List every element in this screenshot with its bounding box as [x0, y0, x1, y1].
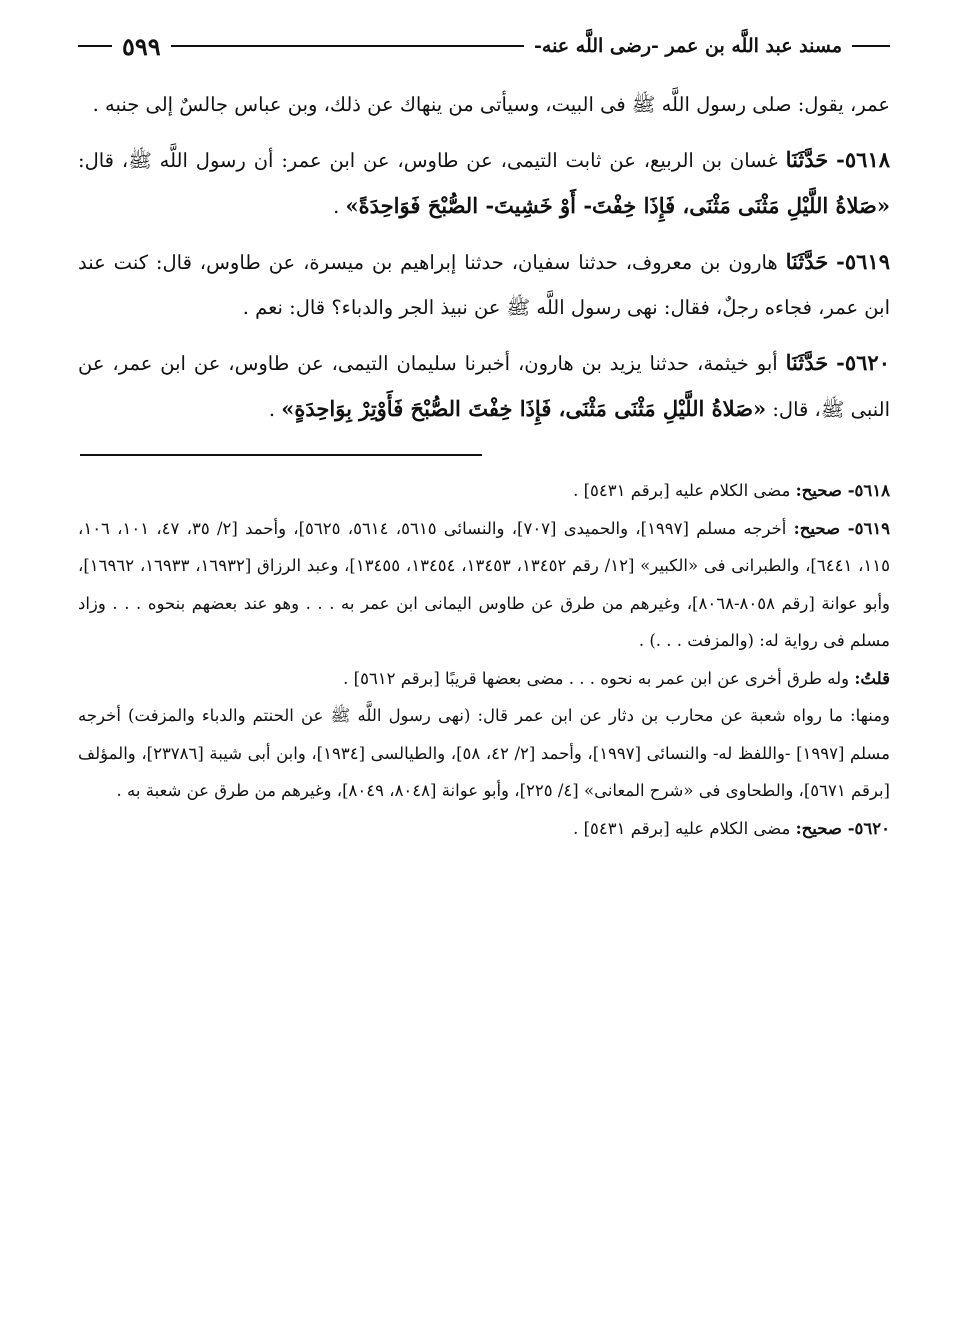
header-dash-left	[78, 45, 112, 47]
hadith-matn: «صَلاةُ اللَّيْلِ مَثْنَى مَثْنَى، فَإِذَا خِفْتَ- أَوْ خَشِيتَ- الصُّبْحَ فَوَاحِدَةً»	[345, 193, 890, 218]
header-rule	[171, 45, 524, 47]
hadith-number: ٥٦١٨-	[836, 147, 891, 172]
footnotes	[78, 472, 890, 847]
footnote-other-routes	[78, 697, 890, 810]
page-number: ٥٩٩	[122, 31, 161, 61]
hadith-lead: حَدَّثَنَا	[785, 350, 829, 375]
book-page	[78, 28, 890, 847]
hadith-5620	[78, 340, 890, 432]
footnote-label: قلتُ:	[854, 668, 890, 688]
page-header	[78, 28, 890, 64]
hadith-text: هارون بن معروف، حدثنا سفيان، حدثنا إبراهيم بن ميسرة، عن طاوس، قال: كنت عند ابن عمر، فجاءه رجلٌ، فقال: نهى رسول اللَّه ﷺ عن نبيذ الجر والدباء؟ قال: نعم .	[78, 251, 890, 319]
hadith-5618	[78, 137, 890, 229]
footnote-text: وله طرق أخرى عن ابن عمر به نحوه . . . مضى بعضها قريبًا [برقم ٥٦١٢] .	[343, 668, 850, 688]
hadith-isnad: أبو خيثمة، حدثنا يزيد بن هارون، أخبرنا سليمان التيمى، عن طاوس، عن ابن عمر، عن النبى ﷺ، قال:	[78, 352, 890, 421]
hadith-number: ٥٦٢٠-	[836, 350, 890, 375]
hadith-number: ٥٦١٩-	[836, 249, 890, 274]
footnote-text: مضى الكلام عليه [برقم ٥٤٣١] .	[573, 481, 791, 500]
paragraph-continuation	[78, 82, 890, 127]
hadith-lead: حَدَّثَنَا	[785, 249, 829, 274]
footnote-label: ٥٦١٨- صحيح:	[795, 481, 890, 500]
hadith-5619	[78, 239, 890, 330]
footnote-text: أخرجه مسلم [١٩٩٧]، والحميدى [٧٠٧]، والنسائى ٥٦١٥، ٥٦١٤، ٥٦٢٥]، وأحمد [٢/ ٣٥، ٤٧، ١٠١، ١٠٦، ١١٥، ٦٤٤١]، والطبرانى فى «الكبير» [١٢/ رقم ١٣٤٥٢، ١٣٤٥٣، ١٣٤٥٤، ١٣٤٥٥]، وعبد الرزاق [١٦٩٣٢، ١٦٩٣٣، ١٦٩٦٢]، وأبو عوانة [رقم ٨٠٥٨-٨٠٦٨]، وغيرهم من طرق عن طاوس اليمانى ابن عمر به . . . وهو عند بعضهم بنحوه . . . وزاد مسلم فى رواية له: (والمزفت . . .) .	[78, 518, 891, 650]
footnote-label: ٥٦١٩- صحيح:	[793, 518, 891, 538]
header-dash-right	[852, 45, 890, 47]
main-text	[78, 82, 890, 432]
footnote-divider	[80, 454, 482, 456]
footnote-label: ٥٦٢٠- صحيح:	[795, 818, 890, 838]
footnote-5618	[78, 472, 890, 510]
footnote-5620	[78, 810, 890, 848]
footnote-text: ومنها: ما رواه شعبة عن محارب بن دثار عن ابن عمر قال: (نهى رسول اللَّه ﷺ عن الحنتم والدباء والمزفت) أخرجه مسلم [١٩٩٧] -واللفظ له- والنسائى [١٩٩٧]، وأحمد [٢/ ٤٢، ٥٨]، والطيالسى [١٩٣٤]، وابن أبى شيبة [٢٣٧٨٦]، والمؤلف [برقم ٥٦٧١]، والطحاوى فى «شرح المعانى» [٤/ ٢٢٥]، وأبو عوانة [٨٠٤٨، ٨٠٤٩]، وغيرهم من طرق عن شعبة به .	[78, 706, 890, 800]
hadith-lead: حَدَّثَنَا	[785, 147, 829, 172]
running-title: مسند عبد اللَّه بن عمر -رضى اللَّه عنه-	[534, 35, 842, 57]
footnote-text: مضى الكلام عليه [برقم ٥٤٣١] .	[573, 818, 791, 838]
footnote-remark	[78, 660, 890, 698]
footnote-5619	[78, 510, 890, 660]
hadith-matn: «صَلاةُ اللَّيْلِ مَثْنَى مَثْنَى، فَإِذَا خِفْتَ الصُّبْحَ فَأَوْتِرْ بِوَاحِدَةٍ»	[281, 396, 767, 421]
hadith-isnad: غسان بن الربيع، عن ثابت التيمى، عن طاوس، عن ابن عمر: أن رسول اللَّه ﷺ، قال:	[78, 149, 778, 172]
paragraph-text: عمر، يقول: صلى رسول اللَّه ﷺ فى البيت، وسيأتى من ينهاك عن ذلك، وبن عباس جالسٌ إلى جنبه .	[92, 93, 890, 116]
hadith-end: .	[333, 195, 340, 218]
hadith-end: .	[268, 398, 276, 421]
